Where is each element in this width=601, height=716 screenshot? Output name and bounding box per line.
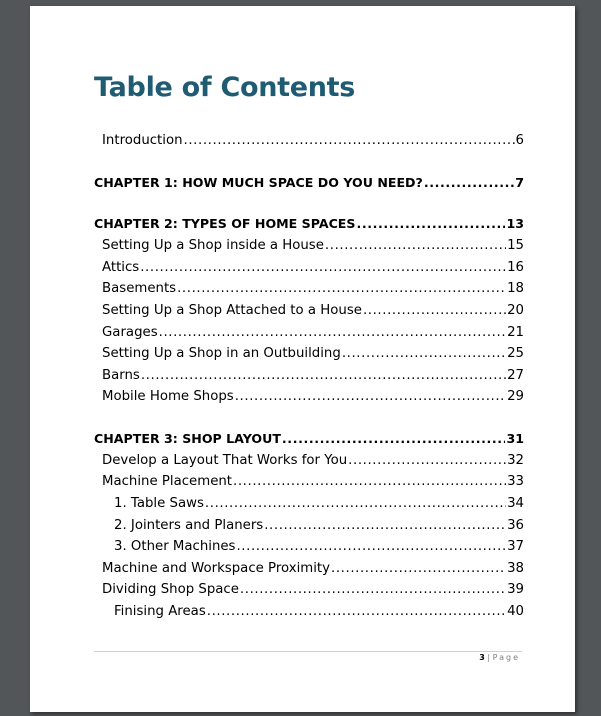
toc-page-number: 29 — [507, 389, 524, 404]
toc-entry[interactable] — [102, 128, 524, 148]
toc-entry-label: Setting Up a Shop Attached to a House — [102, 303, 362, 318]
toc-entry[interactable] — [102, 298, 524, 318]
toc-chapter-entry[interactable] — [94, 211, 524, 231]
toc-entry[interactable] — [102, 384, 524, 404]
toc-entry-label: CHAPTER 1: HOW MUCH SPACE DO YOU NEED? — [94, 175, 423, 190]
toc-page-number: 32 — [507, 453, 524, 468]
toc-chapter-entry[interactable] — [94, 170, 524, 190]
toc-page-number: 18 — [507, 281, 524, 296]
toc-page-number: 20 — [507, 303, 524, 318]
toc-dot-leader — [184, 133, 515, 148]
toc-dot-leader — [356, 216, 505, 231]
toc-entry[interactable] — [102, 276, 524, 296]
toc-entry-label: Barns — [102, 368, 140, 383]
toc-entry-label: Finising Areas — [114, 604, 206, 619]
toc-entry-label: Mobile Home Shops — [102, 389, 234, 404]
toc-dot-leader — [264, 518, 506, 533]
toc-page-number: 39 — [507, 582, 524, 597]
toc-dot-leader — [141, 368, 506, 383]
toc-page-number: 25 — [507, 346, 524, 361]
toc-entry-label: 1. Table Saws — [114, 496, 204, 511]
page-title: Table of Contents — [94, 72, 356, 103]
toc-entry-label: CHAPTER 2: TYPES OF HOME SPACES — [94, 216, 356, 231]
toc-page-number: 21 — [507, 325, 524, 340]
toc-page-number: 27 — [507, 368, 524, 383]
toc-entry[interactable] — [102, 255, 524, 275]
toc-page-number: 15 — [507, 238, 524, 253]
toc-page-number: 36 — [507, 518, 524, 533]
toc-dot-leader — [363, 303, 506, 318]
toc-dot-leader — [240, 582, 506, 597]
document-page — [30, 6, 575, 712]
toc-entry-label: 2. Jointers and Planers — [114, 518, 264, 533]
toc-entry[interactable] — [114, 534, 524, 554]
toc-page-number: 13 — [506, 216, 524, 231]
toc-entry[interactable] — [114, 491, 524, 511]
toc-entry[interactable] — [114, 599, 524, 619]
page-footer — [479, 653, 520, 662]
toc-page-number: 37 — [507, 539, 524, 554]
toc-dot-leader — [207, 604, 506, 619]
toc-dot-leader — [233, 474, 506, 489]
toc-page-number: 16 — [507, 260, 524, 275]
toc-dot-leader — [177, 281, 506, 296]
toc-entry-label: Machine Placement — [102, 474, 233, 489]
footer-page-word: Page — [492, 653, 520, 662]
toc-entry-label: CHAPTER 3: SHOP LAYOUT — [94, 431, 281, 446]
toc-entry-label: Develop a Layout That Works for You — [102, 453, 348, 468]
toc-dot-leader — [342, 346, 506, 361]
toc-entry[interactable] — [102, 448, 524, 468]
toc-entry-label: Garages — [102, 325, 158, 340]
toc-entry[interactable] — [102, 233, 524, 253]
toc-dot-leader — [205, 496, 506, 511]
toc-page-number: 33 — [507, 474, 524, 489]
toc-entry[interactable] — [114, 513, 524, 533]
toc-entry[interactable] — [102, 320, 524, 340]
toc-entry-label: Setting Up a Shop in an Outbuilding — [102, 346, 341, 361]
toc-dot-leader — [140, 260, 506, 275]
toc-dot-leader — [236, 539, 506, 554]
footer-separator: | — [487, 653, 491, 662]
toc-dot-leader — [348, 453, 506, 468]
toc-dot-leader — [235, 389, 506, 404]
toc-entry-label: Basements — [102, 281, 177, 296]
toc-dot-leader — [282, 431, 506, 446]
toc-entry-label: Attics — [102, 260, 140, 275]
toc-dot-leader — [331, 561, 506, 576]
toc-dot-leader — [325, 238, 506, 253]
toc-page-number: 7 — [515, 175, 524, 190]
toc-page-number: 31 — [506, 431, 524, 446]
toc-entry-label: 3. Other Machines — [114, 539, 236, 554]
toc-entry[interactable] — [102, 556, 524, 576]
toc-page-number: 40 — [507, 604, 524, 619]
toc-page-number: 38 — [507, 561, 524, 576]
toc-entry[interactable] — [102, 341, 524, 361]
footer-divider — [94, 651, 522, 652]
toc-dot-leader — [424, 175, 514, 190]
toc-page-number: 6 — [515, 133, 524, 148]
toc-chapter-entry[interactable] — [94, 426, 524, 446]
toc-entry-label: Machine and Workspace Proximity — [102, 561, 331, 576]
toc-dot-leader — [159, 325, 506, 340]
toc-entry-label: Introduction — [102, 133, 183, 148]
toc-page-number: 34 — [507, 496, 524, 511]
toc-entry[interactable] — [102, 363, 524, 383]
toc-entry[interactable] — [102, 469, 524, 489]
toc-entry-label: Dividing Shop Space — [102, 582, 239, 597]
footer-page-number: 3 — [479, 653, 485, 662]
toc-entry[interactable] — [102, 577, 524, 597]
toc-entry-label: Setting Up a Shop inside a House — [102, 238, 324, 253]
